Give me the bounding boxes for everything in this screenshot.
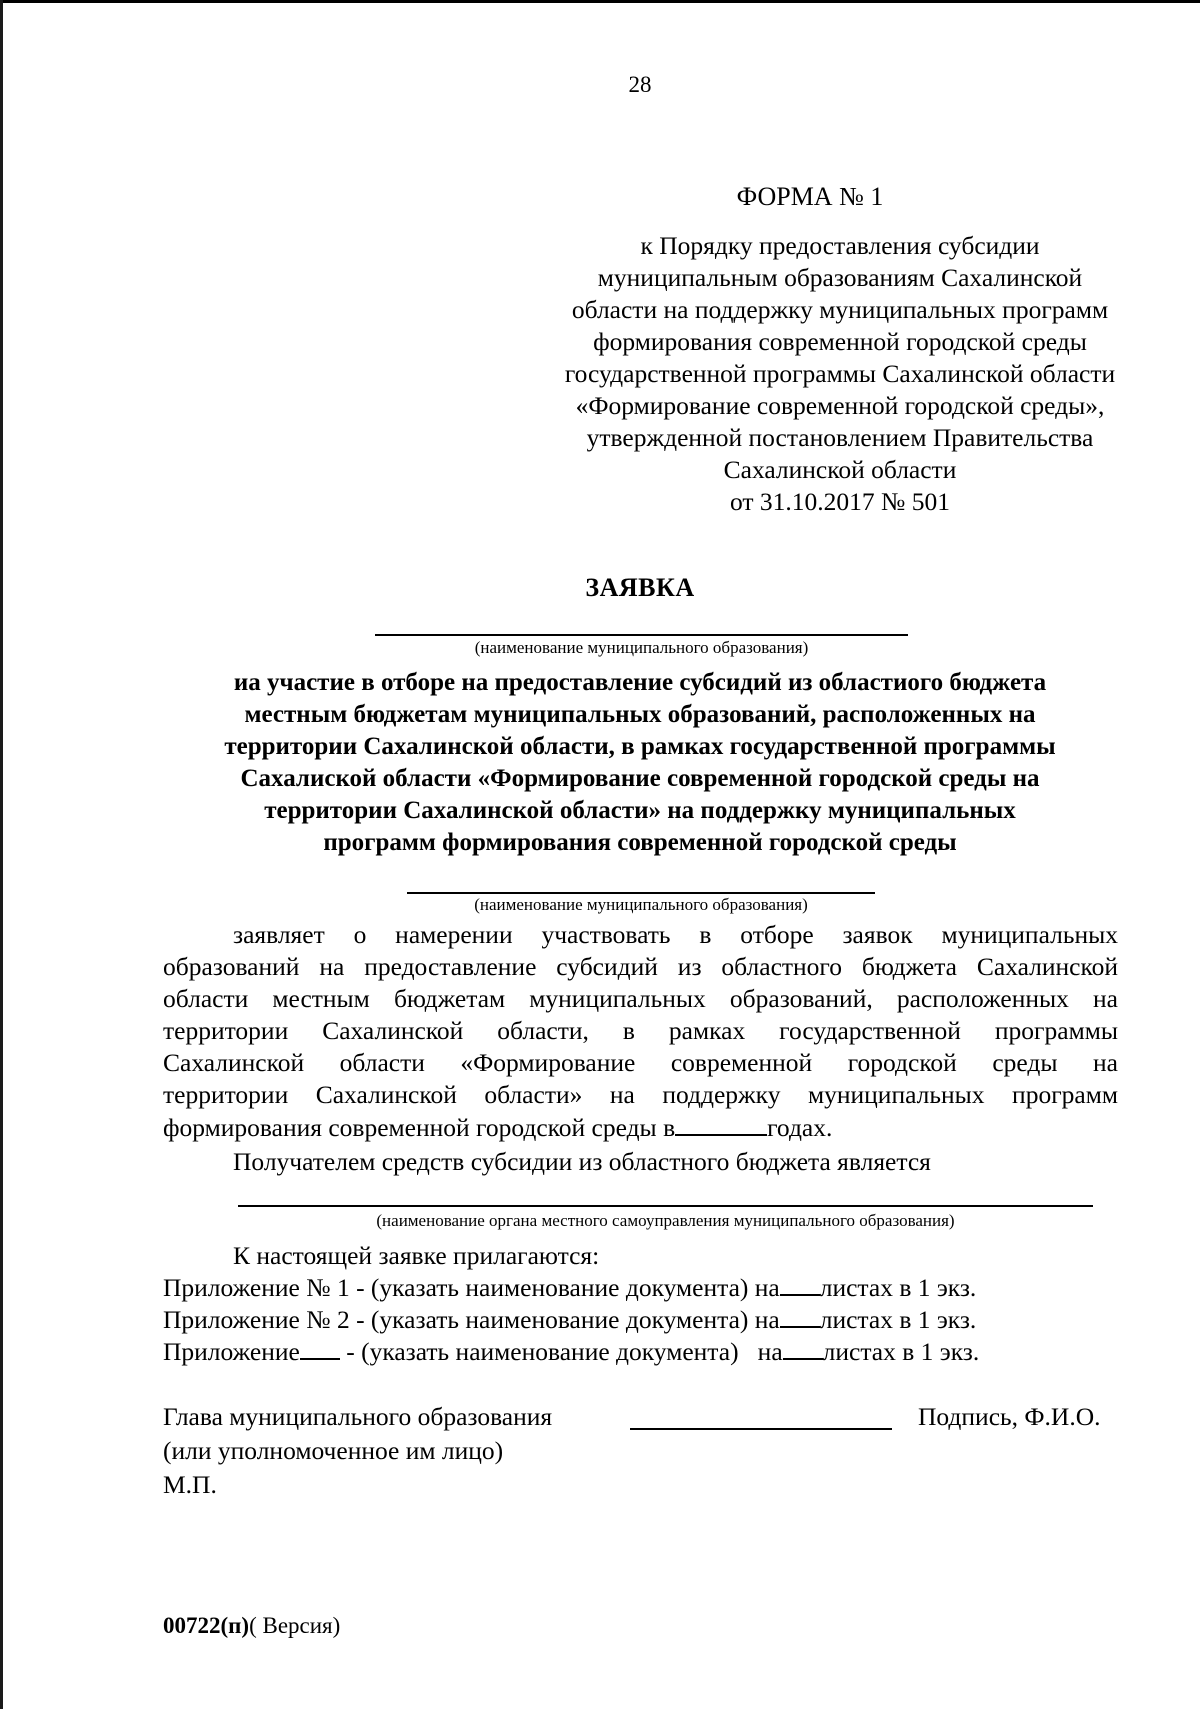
annex-line: области на поддержку муниципальных программ	[571, 295, 1109, 324]
annex-line: формирования современной городской среды	[593, 327, 1087, 356]
subject-line: Сахалиской области «Формирование современной городской среды на	[240, 765, 1040, 792]
annex-line: муниципальным образованиям Сахалинской	[597, 263, 1083, 292]
stamp-label: М.П.	[163, 1470, 217, 1499]
page-top-edge	[0, 0, 1200, 3]
annex-line: государственной программы Сахалинской области	[564, 359, 1116, 388]
recipient-line: Получателем средств субсидии из областного бюджета является	[233, 1147, 931, 1176]
attachment-middle: - (указать наименование документа) на	[339, 1337, 783, 1366]
version-footer	[163, 1613, 340, 1639]
body-line: Сахалинской области «Формирование современной городской среды на	[163, 1048, 1118, 1077]
years-blank	[675, 1112, 767, 1136]
municipality-caption: (наименование муниципального образования)	[474, 638, 809, 657]
subject-line: иа участие в отборе на предоставление субсидий из областиого бюджета	[233, 669, 1047, 696]
document-title: ЗАЯВКА	[585, 573, 695, 602]
signatory-label: Глава муниципального образования	[163, 1402, 553, 1431]
authority-caption: (наименование органа местного самоуправления муниципального образования)	[376, 1211, 955, 1230]
municipality-blank-line	[375, 634, 908, 636]
sheets-blank	[780, 1304, 820, 1328]
attachment-prefix: Приложение	[163, 1337, 300, 1366]
attachment-item	[163, 1336, 1118, 1367]
body-last-line	[163, 1112, 1118, 1143]
attachment-item	[163, 1304, 1118, 1335]
attachment-suffix: листах в 1 экз.	[822, 1337, 980, 1366]
application-subject	[120, 667, 1160, 859]
municipality-caption-2: (наименование муниципального образования)	[474, 895, 808, 914]
annex-line: «Формирование современной городской среды»,	[575, 391, 1105, 420]
subject-line: местным бюджетам муниципальных образований, расположенных на	[244, 701, 1036, 728]
body-line: области местным бюджетам муниципальных образований, расположенных на	[163, 984, 1118, 1013]
body-line: заявляет о намерении участвовать в отборе заявок муниципальных	[233, 920, 1118, 949]
attachment-prefix: Приложение № 2 - (указать наименование документа) на	[163, 1305, 780, 1334]
subject-line: территории Сахалинской области, в рамках государственной программы	[224, 733, 1056, 760]
subject-line: территории Сахалинской области» на поддержку муниципальных	[264, 797, 1016, 824]
annex-reference	[520, 230, 1160, 518]
form-number: ФОРМА № 1	[736, 182, 884, 211]
attachment-prefix: Приложение № 1 - (указать наименование документа) на	[163, 1273, 780, 1302]
subject-line: программ формирования современной городской среды	[323, 829, 957, 856]
sheets-blank	[780, 1272, 820, 1296]
attachments-intro: К настоящей заявке прилагаются:	[233, 1241, 600, 1270]
annex-line: к Порядку предоставления субсидии	[640, 231, 1040, 260]
body-line: территории Сахалинской области» на поддержку муниципальных программ	[163, 1080, 1118, 1109]
number-blank	[300, 1336, 340, 1360]
page-left-edge	[0, 0, 3, 1709]
body-line: образований на предоставление субсидий из областного бюджета Сахалинской	[163, 952, 1118, 981]
attachment-item	[163, 1272, 1118, 1303]
signatory-sub: (или уполномоченное им лицо)	[163, 1436, 504, 1465]
annex-line: Сахалинской области	[723, 455, 957, 484]
body-last-prefix: формирования современной городской среды в	[163, 1113, 676, 1142]
annex-line: от 31.10.2017 № 501	[729, 487, 950, 516]
page-number: 28	[628, 72, 652, 97]
body-last-suffix: годах.	[767, 1113, 833, 1142]
annex-line: утвержденной постановлением Правительства	[586, 423, 1094, 452]
sheets-blank	[783, 1336, 823, 1360]
version-code: 00722(п)	[163, 1613, 250, 1638]
authority-blank-line	[238, 1205, 1093, 1207]
version-label: ( Версия)	[249, 1613, 341, 1638]
body-line: территории Сахалинской области, в рамках государственной программы	[163, 1016, 1118, 1045]
signature-blank-line	[630, 1428, 892, 1430]
attachment-suffix: листах в 1 экз.	[819, 1273, 977, 1302]
signature-label: Подпись, Ф.И.О.	[918, 1402, 1101, 1431]
attachment-suffix: листах в 1 экз.	[819, 1305, 977, 1334]
municipality-blank-line-2	[407, 892, 875, 894]
